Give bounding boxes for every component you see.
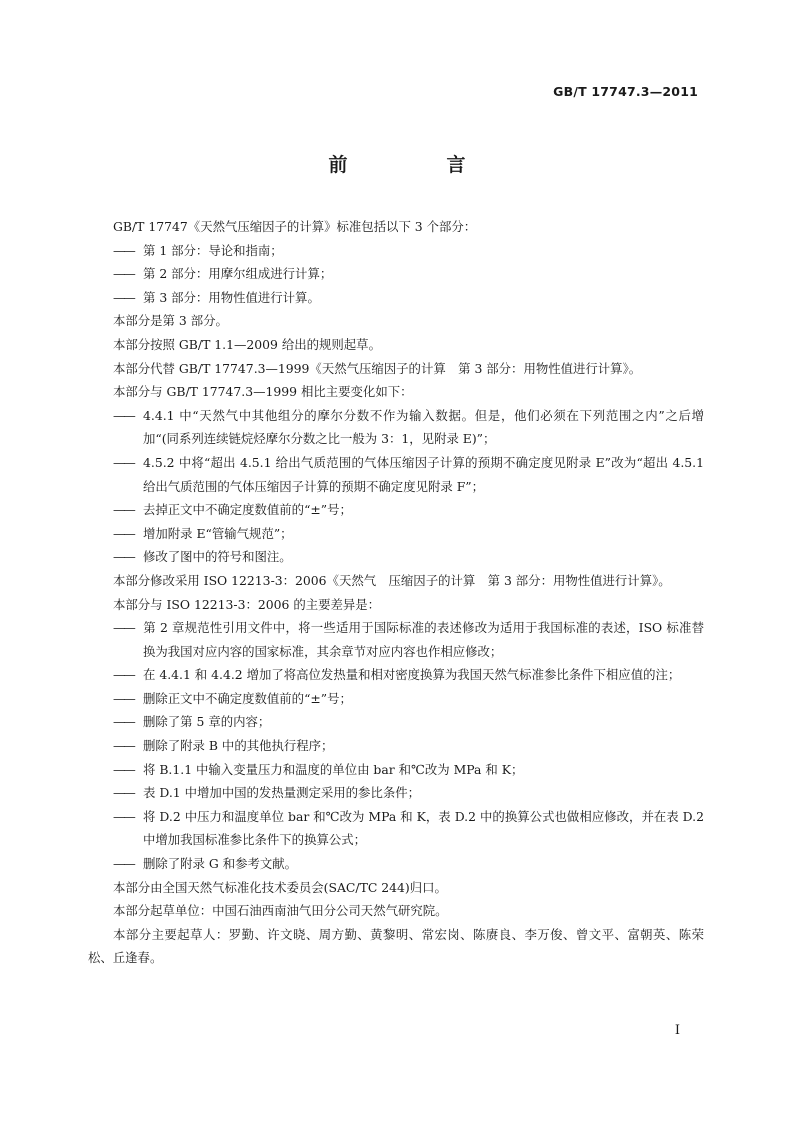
list-dash: ——: [113, 738, 134, 754]
standard-code: GB/T 17747.3—2011: [553, 84, 698, 99]
list-dash: ——: [113, 407, 134, 423]
list-item-text: 4.4.1 中“天然气中其他组分的摩尔分数不作为输入数据。但是，他们必须在下列范围之内”之后增加“(同系列连续链烷烃摩尔分数之比一般为 3：1，见附录 E)”；: [143, 407, 704, 447]
paragraph: 本部分修改采用 ISO 12213-3：2006《天然气 压缩因子的计算 第 3 部分：用物性值进行计算》。: [113, 572, 671, 588]
list-item-text: 删除了附录 B 中的其他执行程序；: [143, 738, 334, 754]
paragraph: 本部分起草单位：中国石油西南油气田分公司天然气研究院。: [113, 903, 448, 919]
list-item: [88, 805, 704, 852]
list-item-text: 去掉正文中不确定度数值前的“±”号；: [143, 502, 352, 518]
list-dash: ——: [113, 690, 134, 706]
list-item-text: 第 2 章规范性引用文件中，将一些适用于国际标准的表述修改为适用于我国标准的表述，ISO 标准替换为我国对应内容的国家标准，其余章节对应内容也作相应修改；: [143, 620, 704, 659]
paragraph: GB/T 17747《天然气压缩因子的计算》标准包括以下 3 个部分：: [113, 219, 477, 234]
list-item: [88, 781, 704, 805]
foreword-content: [88, 215, 704, 970]
list-dash: ——: [113, 289, 134, 305]
paragraph: 本部分主要起草人：罗勤、许文晓、周方勤、黄黎明、常宏岗、陈赓良、李万俊、曾文平、富朝英、陈荣松、丘逢春。: [88, 926, 704, 966]
list-dash: ——: [113, 454, 134, 470]
page-title: 前 言: [328, 154, 506, 176]
paragraph: 本部分代替 GB/T 17747.3—1999《天然气压缩因子的计算 第 3 部分：用物性值进行计算》。: [113, 360, 642, 376]
paragraph: 本部分与 GB/T 17747.3—1999 相比主要变化如下：: [113, 384, 413, 400]
list-dash: ——: [113, 856, 134, 872]
paragraph: 本部分由全国天然气标准化技术委员会(SAC/TC 244)归口。: [113, 879, 447, 895]
list-dash: ——: [113, 714, 134, 730]
list-dash: ——: [113, 785, 134, 801]
list-item: [88, 758, 704, 782]
paragraph: 本部分按照 GB/T 1.1—2009 给出的规则起草。: [113, 336, 381, 352]
list-item-text: 增加附录 E“管输气规范”；: [143, 525, 293, 541]
list-item-text: 第 1 部分：导论和指南；: [143, 242, 283, 258]
list-item: [88, 286, 704, 310]
list-item: [88, 663, 704, 687]
list-dash: ——: [113, 667, 134, 683]
list-item: [88, 710, 704, 734]
list-item: [88, 404, 704, 451]
list-dash: ——: [113, 242, 134, 258]
list-dash: ——: [113, 808, 134, 824]
paragraph: 本部分与 ISO 12213-3：2006 的主要差异是：: [113, 596, 381, 612]
list-item: [88, 451, 704, 498]
list-dash: ——: [113, 266, 134, 282]
list-item-text: 第 3 部分：用物性值进行计算。: [143, 289, 320, 305]
list-item-text: 4.5.2 中将“超出 4.5.1 给出气质范围的气体压缩因子计算的预期不确定度见附录 E”改为“超出 4.5.1 给出气质范围的气体压缩因子计算的预期不确定度见附录 F”；: [143, 454, 704, 494]
list-dash: ——: [113, 761, 134, 777]
list-item-text: 表 D.1 中增加中国的发热量测定采用的参比条件；: [143, 785, 421, 801]
list-item: [88, 687, 704, 711]
list-item-text: 将 D.2 中压力和温度单位 bar 和℃改为 MPa 和 K，表 D.2 中的换算公式也做相应修改，并在表 D.2 中增加我国标准参比条件下的换算公式；: [143, 808, 704, 848]
list-item: [88, 734, 704, 758]
list-item-text: 将 B.1.1 中输入变量压力和温度的单位由 bar 和℃改为 MPa 和 K；: [143, 761, 524, 777]
list-item: [88, 262, 704, 286]
list-item: [88, 545, 704, 569]
list-item: [88, 498, 704, 522]
list-item-text: 删除正文中不确定度数值前的“±”号；: [143, 690, 352, 706]
list-item: [88, 239, 704, 263]
list-dash: ——: [113, 502, 134, 518]
list-item: [88, 522, 704, 546]
page-number: I: [674, 1023, 680, 1038]
paragraph: 本部分是第 3 部分。: [113, 313, 228, 329]
list-item-text: 修改了图中的符号和图注。: [143, 549, 292, 565]
list-item-text: 删除了附录 G 和参考文献。: [143, 856, 298, 872]
list-item-text: 第 2 部分：用摩尔组成进行计算；: [143, 266, 333, 282]
list-item: [88, 616, 704, 663]
list-dash: ——: [113, 549, 134, 565]
list-item: [88, 852, 704, 876]
list-dash: ——: [113, 525, 134, 541]
list-item-text: 在 4.4.1 和 4.4.2 增加了将高位发热量和相对密度换算为我国天然气标准参比条件下相应值的注；: [143, 667, 681, 683]
list-item-text: 删除了第 5 章的内容；: [143, 714, 271, 730]
list-dash: ——: [113, 620, 134, 636]
